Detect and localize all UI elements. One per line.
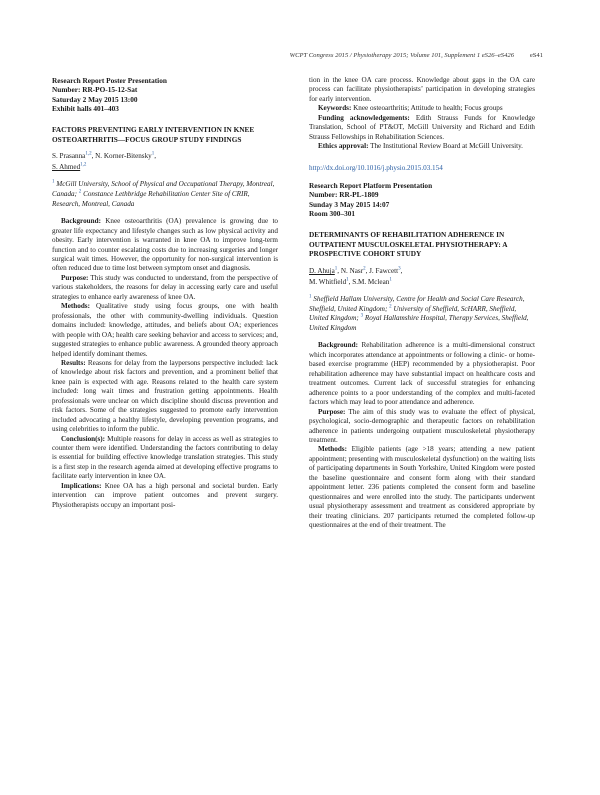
right-column: [309, 76, 535, 530]
affiliation-number: 2: [78, 189, 82, 195]
abstract-title: DETERMINANTS OF REHABILITATION ADHERENCE IN OUTPATIENT MUSCULOSKELETAL PHYSIOTHERAPY: A PROSPECTIVE COHORT STUDY: [309, 230, 508, 259]
author-affiliation-ref[interactable]: 1: [151, 152, 155, 157]
section-label: Background:: [318, 341, 358, 350]
session-date: Saturday 2 May 2015 13:00: [52, 94, 138, 104]
session-number: Number: RR-PL-1809: [309, 190, 379, 200]
doi-link[interactable]: http://dx.doi.org/10.1016/j.physio.2015.03.154: [309, 163, 443, 172]
section-text: The Institutional Review Board at McGill University.: [370, 142, 523, 151]
affiliation-number: 1: [52, 180, 55, 185]
affiliation-number: 1: [309, 294, 312, 300]
running-head: [0, 52, 600, 64]
purpose-paragraph: [309, 408, 535, 446]
page-number: eS41: [529, 52, 543, 59]
section-label: Background:: [61, 217, 101, 226]
section-text: This study was conducted to understand, from the perspective of various stakeholders, the reasons for delay in accessing early care and useful strategies to enhance early awareness of knee OA.: [52, 273, 279, 301]
author-name: S. Prasanna: [52, 152, 86, 161]
left-column: [52, 76, 278, 510]
section-text: Rehabilitation adherence is a multi-dimensional construct which incorporates attendance at appointments or following a clinic- or home-based exercise programme (HEP) recommended by a physiotherapist. Poor rehabilitation adherence may have substantial impact on healthcare costs and treatment outcomes. Current lack of successful strategies for enhancing adherence points to a poor understanding of the complex and multi-faceted factors which may lead to poor attendance and adherence.: [309, 341, 535, 407]
session-room: Room 300–301: [309, 208, 356, 218]
section-label: Keywords:: [318, 104, 352, 113]
affiliation-text: University of Sheffield, ScHARR, Sheffield, United Kingdom;: [309, 304, 517, 323]
author-name: , S.M. Mclean: [348, 277, 390, 286]
author-affiliation-ref[interactable]: 2: [363, 266, 366, 272]
author-affiliation-ref[interactable]: 1,2: [85, 152, 92, 157]
section-label: Funding acknowledgements:: [318, 113, 410, 122]
session-type: Research Report Platform Presentation: [309, 181, 433, 191]
presenting-author-name: S. Ahmed: [52, 162, 81, 171]
conclusions-paragraph: [52, 435, 278, 482]
author-affiliation-ref[interactable]: 1: [346, 277, 349, 283]
keywords-paragraph: [309, 104, 535, 113]
section-label: Purpose:: [61, 273, 89, 282]
author-name: , J. Fawcett: [365, 267, 399, 276]
section-label: Purpose:: [318, 407, 346, 416]
section-text: Eligible patients (age >18 years; attending a new patient appointment; presenting with musculoskeletal dysfunction) on the waiting lists of participating departments in South Yorkshire, United Kingdom were posted the baseline questionnaire and consent form along with their standard appointment letter. 236 patients completed the consent form and baseline questionnaires and were enrolled into the study. The participants underwent usual physiotherapy assessment and treatment as considered appropriate by their treating clinicians. 207 participants returned the completed follow-up questionnaires at the end of their treatment. The: [309, 445, 536, 530]
affiliation-text: McGill University, School of Physical and Occupational Therapy, Montreal, Canada;: [52, 180, 275, 198]
author-name: , N. Nasr: [337, 267, 364, 276]
session-number: Number: RR-PO-15-12-Sat: [52, 85, 138, 95]
section-label: Ethics approval:: [318, 142, 369, 151]
section-label: Methods:: [318, 445, 347, 454]
section-text: Edith Strauss Funds for Knowledge Translation, School of PT&OT, McGill University and Richard and Edith Strauss Fellowships in Rehabilitation Sciences.: [309, 113, 535, 141]
ethics-paragraph: [309, 142, 535, 151]
section-text: Knee osteoarthritis; Attitude to health; Focus groups: [353, 104, 503, 113]
section-text: Knee osteoarthritis (OA) prevalence is growing due to greater life expectancy and lifestyle changes such as low physical activity and obesity. Early intervention is warranted in knee OA to improve long-term function and to counter escalating costs due to increasing surgeries and longer surgical wait times. However, the opportunity for non-surgical intervention is often reduced due to time lost between symptom onset and diagnosis.: [52, 217, 278, 273]
session-date: Sunday 3 May 2015 14:07: [309, 199, 390, 209]
author-name: M. Whitfield: [309, 277, 347, 286]
section-text: Reasons for delay from the laypersons perspective included: lack of knowledge about risk factors and prevention, and a prominent belief that knee pain is expected with age. Reasons related to the health care system included: long wait times and frustration getting appointments. Health professionals were unclear on which discipline should discuss prevention and risk factors. Some of the strategies suggested to promote early intervention included advocating a healthy lifestyle, developing prevention programs, and using celebrities to inform the public.: [52, 358, 278, 434]
methods-paragraph: [52, 302, 278, 359]
funding-paragraph: [309, 114, 535, 142]
author-list: [52, 151, 278, 172]
section-text: Knee OA has a high personal and societal burden. Early intervention can improve patient outcomes and prevent surgery. Physiotherapists occupy an important posi-: [52, 481, 278, 509]
affiliation-number: 3: [360, 313, 364, 319]
author-affiliation-ref[interactable]: 1: [334, 266, 338, 272]
affiliation-text: Sheffield Hallam University, Centre for Health and Social Care Research, Sheffield, United Kingdom;: [309, 295, 525, 313]
affiliation-number: 2: [389, 304, 392, 310]
section-label: Implications:: [61, 481, 102, 490]
section-text: Multiple reasons for delay in access as well as strategies to counter them were identified. Understanding the factors contributing to delay is essential for building effective knowledge translation strategies. This study is a first step in the research agenda aimed at developing effective programs to facilitate early intervention in knee OA.: [52, 434, 278, 481]
affiliations: [309, 295, 535, 333]
background-paragraph: [52, 217, 278, 274]
author-separator: ,: [154, 152, 157, 161]
abstract-title: FACTORS PREVENTING EARLY INTERVENTION IN KNEE OSTEOARTHRITIS—FOCUS GROUP STUDY FINDINGS: [52, 125, 255, 144]
section-label: Conclusion(s):: [61, 434, 106, 443]
affiliations: [52, 180, 278, 209]
presenting-author-name: D. Ahuja: [309, 267, 335, 276]
session-room: Exhibit halls 401–403: [52, 103, 119, 113]
section-text: The aim of this study was to evaluate the effect of physical, psychological, socio-demographic and therapeutic factors on rehabilitation adherence in patients undergoing outpatient musculoskeletal physiotherapy treatment.: [309, 407, 535, 444]
author-affiliation-ref[interactable]: 1,2: [80, 162, 87, 168]
author-affiliation-ref[interactable]: 1: [389, 277, 392, 283]
journal-citation: WCPT Congress 2015 / Physiotherapy 2015; Volume 101, Supplement 1 eS26–eS426: [289, 52, 514, 59]
implications-continued: tion in the knee OA care process. Knowledge about gaps in the OA care process can facilitate physiotherapists’ participation in developing strategies for early intervention.: [309, 76, 535, 103]
session-type: Research Report Poster Presentation: [52, 76, 167, 85]
section-label: Methods:: [61, 302, 90, 311]
methods-paragraph: [309, 445, 535, 530]
section-text: Qualitative study using focus groups, one with health professionals, the other with community-dwelling individuals. Question domains included: knowledge, attitudes, and beliefs about OA; experiences with people with OA; health care seeking behavior and access to services; and, suggested strategies to enhance public awareness. A grounded theory approach helped identify dominant themes.: [52, 302, 278, 358]
implications-paragraph: [52, 482, 278, 510]
author-affiliation-ref[interactable]: 3: [398, 266, 401, 272]
author-name: , N. Korner-Bitensky: [91, 152, 152, 161]
affiliation-text: Constance Lethbridge Rehabilitation Center Site of CRIR, Research, Montreal, Canada: [52, 189, 250, 208]
author-list: [309, 266, 535, 287]
section-label: Results:: [61, 358, 86, 367]
affiliation-text: Royal Hallamshire Hospital, Therapy Services, Sheffield, United Kingdom: [309, 314, 529, 332]
results-paragraph: [52, 359, 278, 435]
author-separator: ,: [400, 267, 403, 276]
background-paragraph: [309, 341, 535, 407]
purpose-paragraph: [52, 274, 278, 302]
